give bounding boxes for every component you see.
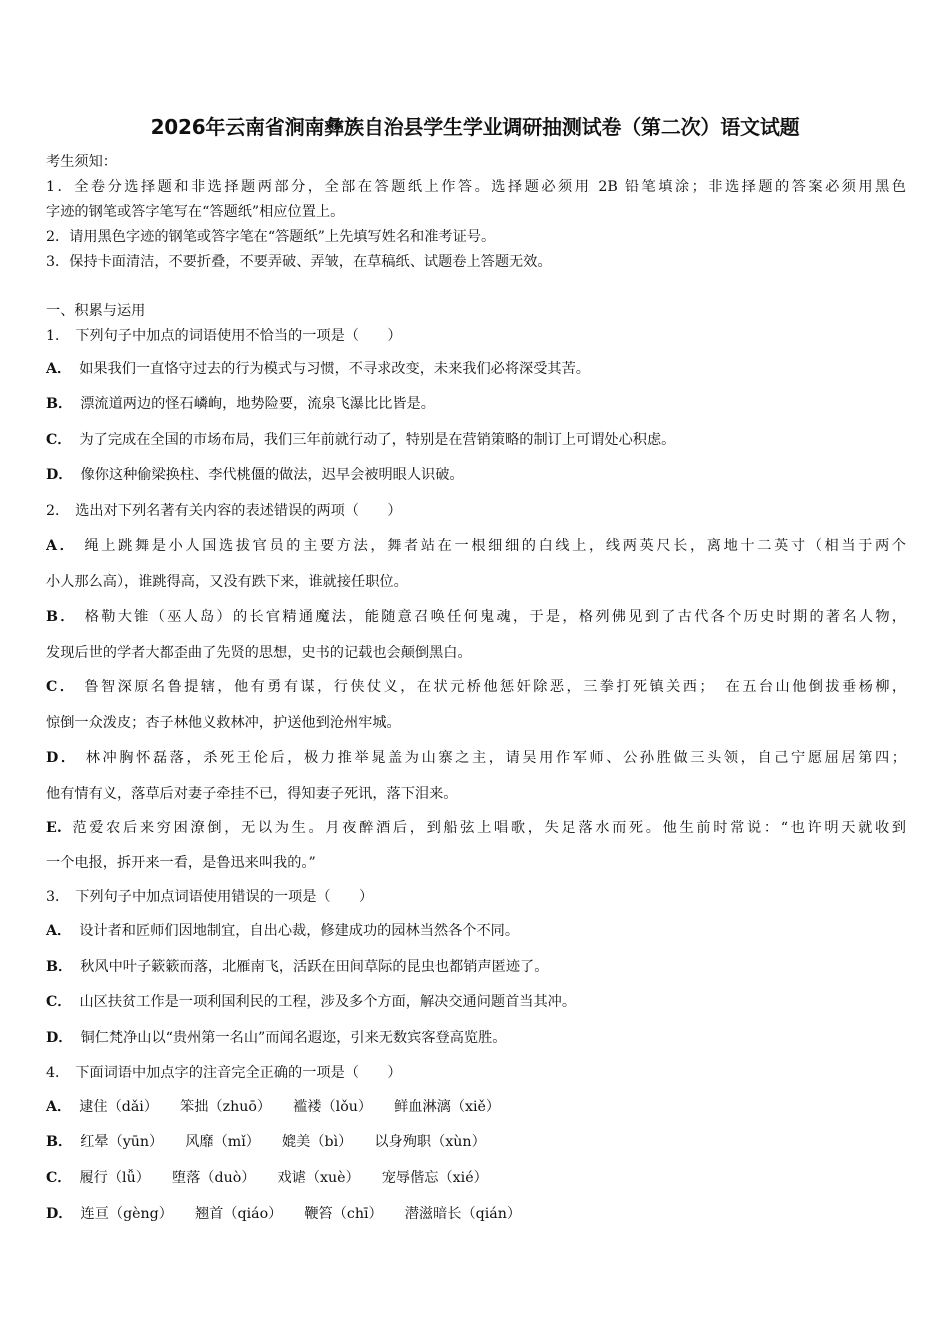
option-label: C．	[46, 994, 72, 1010]
option-label: D．	[46, 467, 73, 483]
q2-option-b-cont: 发现后世的学者大都歪曲了先贤的思想，史书的记载也会颠倒黑白。	[46, 645, 472, 661]
option-label: C．	[46, 679, 77, 695]
q2-option-a-cont: 小人那么高），谁跳得高，又没有跌下来，谁就接任职位。	[46, 574, 408, 590]
q3-option-c	[46, 992, 576, 1012]
option-text: 林冲胸怀磊落，杀死王伦后，极力推举晁盖为山寨之主，请吴用作军师、公孙胜做三头领，自己宁愿屈居第四；	[85, 750, 906, 766]
question-number: 4．	[46, 1065, 70, 1081]
question-1-stem	[46, 326, 402, 346]
option-text: 格勒大锥（巫人岛）的长官精通魔法，能随意召唤任何鬼魂，于是，格列佛见到了古代各个历史时期的著名人物，	[84, 609, 906, 625]
pinyin-item: 以身殉职（xùn）	[374, 1134, 486, 1150]
section-heading: 一、积累与运用	[46, 303, 146, 319]
q2-option-c	[46, 677, 906, 697]
option-text: 漂流道两边的怪石嶙峋，地势险要，流泉飞瀑比比皆是。	[80, 396, 435, 412]
q3-option-d	[46, 1028, 506, 1048]
question-text: 下列句子中加点的词语使用不恰当的一项是（ ）	[75, 328, 402, 344]
pinyin-item: 笨拙（zhuō）	[180, 1099, 272, 1115]
question-text: 下列句子中加点词语使用错误的一项是（ ）	[75, 889, 374, 905]
q1-option-c	[46, 430, 675, 450]
option-label: C．	[46, 1170, 72, 1186]
question-3-stem	[46, 887, 373, 907]
q4-option-a	[46, 1097, 500, 1117]
question-number: 3．	[46, 889, 70, 905]
question-number: 2．	[46, 503, 70, 519]
pinyin-item: 风靡（mǐ）	[185, 1134, 260, 1150]
notice-item-3: 3．保持卡面清洁，不要折叠，不要弄破、弄皱，在草稿纸、试题卷上答题无效。	[46, 254, 552, 270]
option-label: D．	[46, 1030, 73, 1046]
pinyin-item: 翘首（qiáo）	[194, 1206, 283, 1222]
option-label: B．	[46, 609, 77, 625]
q2-option-e	[46, 818, 906, 838]
question-4-stem	[46, 1063, 402, 1083]
pinyin-item: 逮住（dǎi）	[79, 1099, 159, 1115]
q3-option-b	[46, 957, 548, 977]
notice-heading: 考生须知：	[46, 154, 117, 170]
option-text: 如果我们一直恪守过去的行为模式与习惯，不寻求改变，未来我们必将深受其苦。	[79, 361, 590, 377]
notice-item-1-cont: 字迹的钢笔或答字笔写在“答题纸”相应位置上。	[46, 204, 345, 220]
page-title: 2026年云南省涧南彝族自治县学生学业调研抽测试卷（第二次）语文试题	[150, 115, 800, 139]
option-text: 范爱农后来穷困潦倒，无以为生。月夜醉酒后，到船弦上唱歌，失足落水而死。他生前时常说：“也许明天就收到	[69, 820, 906, 836]
option-label: A．	[46, 1099, 72, 1115]
option-label: B．	[46, 1134, 73, 1150]
pinyin-item: 履行（lǚ）	[79, 1170, 150, 1186]
q4-option-d	[46, 1204, 521, 1224]
notice-item-2: 2．请用黑色字迹的钢笔或答字笔在“答题纸”上先填写姓名和准考证号。	[46, 229, 496, 245]
pinyin-item: 戏谑（xuè）	[277, 1170, 360, 1186]
option-text: 铜仁梵净山以“贵州第一名山”而闻名遐迩，引来无数宾客登高览胜。	[80, 1030, 507, 1046]
pinyin-item: 褴褛（lǒu）	[293, 1099, 373, 1115]
option-text: 绳上跳舞是小人国选拔官员的主要方法，舞者站在一根细细的白线上，线两英尺长，离地十二英寸（相当于两个	[84, 538, 906, 554]
q4-option-b	[46, 1132, 486, 1152]
option-text: 像你这种偷梁换柱、李代桃僵的做法，迟早会被明眼人识破。	[80, 467, 464, 483]
pinyin-item: 鞭笞（chī）	[304, 1206, 383, 1222]
pinyin-item: 连亘（gèng）	[80, 1206, 173, 1222]
q2-option-b	[46, 607, 906, 627]
pinyin-item: 红晕（yūn）	[80, 1134, 164, 1150]
q2-option-c-cont: 惊倒一众泼皮；杏子林他义救林冲，护送他到沧州牢城。	[46, 715, 401, 731]
option-label: E.	[46, 820, 62, 836]
q2-option-d	[46, 748, 906, 768]
question-number: 1．	[46, 328, 70, 344]
option-text: 为了完成在全国的市场布局，我们三年前就行动了，特别是在营销策略的制订上可谓处心积虑。	[79, 432, 676, 448]
option-text: 秋风中叶子簌簌而落，北雁南飞，活跃在田间草际的昆虫也都销声匿迹了。	[80, 959, 549, 975]
question-text: 选出对下列名著有关内容的表述错误的两项（ ）	[75, 503, 402, 519]
pinyin-item: 宠辱偕忘（xié）	[381, 1170, 488, 1186]
notice-item-1: 1．全卷分选择题和非选择题两部分，全部在答题纸上作答。选择题必须用 2B 铅笔填涂；非选择题的答案必须用黑色	[46, 179, 906, 195]
pinyin-item: 堕落（duò）	[171, 1170, 256, 1186]
question-text: 下面词语中加点字的注音完全正确的一项是（ ）	[75, 1065, 402, 1081]
option-label: D．	[46, 1206, 73, 1222]
pinyin-item: 潜滋暗长（qián）	[404, 1206, 522, 1222]
option-text: 设计者和匠师们因地制宜，自出心裁，修建成功的园林当然各个不同。	[79, 923, 520, 939]
pinyin-item: 鲜血淋漓（xiě）	[394, 1099, 501, 1115]
q1-option-b	[46, 394, 435, 414]
q2-option-a	[46, 536, 906, 556]
q2-option-d-cont: 他有情有义，落草后对妻子牵挂不已，得知妻子死讯，落下泪来。	[46, 786, 458, 802]
option-label: A．	[46, 361, 72, 377]
q3-option-a	[46, 921, 519, 941]
q4-option-c	[46, 1168, 488, 1188]
option-label: A．	[46, 923, 72, 939]
pinyin-item: 媲美（bì）	[281, 1134, 353, 1150]
option-label: D．	[46, 750, 78, 766]
q1-option-d	[46, 465, 464, 485]
option-label: C．	[46, 432, 72, 448]
option-label: B．	[46, 959, 73, 975]
q1-option-a	[46, 359, 590, 379]
option-label: B．	[46, 396, 73, 412]
option-text: 山区扶贫工作是一项利国利民的工程，涉及多个方面，解决交通问题首当其冲。	[79, 994, 577, 1010]
option-text: 鲁智深原名鲁提辖，他有勇有谋，行侠仗义，在状元桥他惩奸除恶，三拳打死镇关西； 在五台山他倒拔垂杨柳，	[84, 679, 907, 695]
q2-option-e-cont: 一个电报，拆开来一看，是鲁迅来叫我的。”	[46, 855, 316, 871]
question-2-stem	[46, 501, 402, 521]
option-label: A．	[46, 538, 77, 554]
